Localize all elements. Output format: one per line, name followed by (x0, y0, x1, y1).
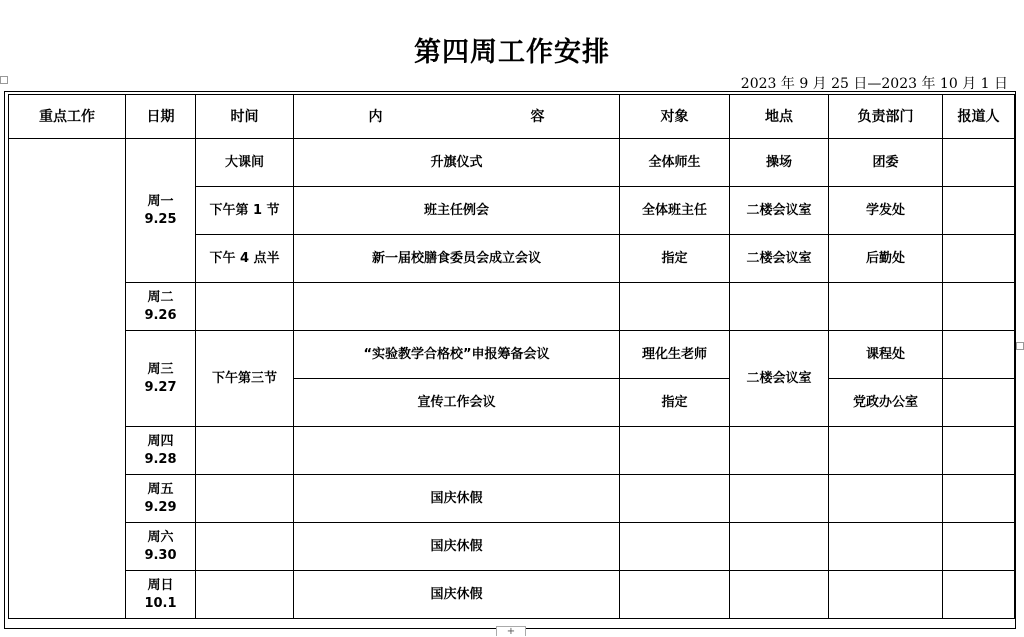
reporter-cell[interactable] (943, 523, 1015, 571)
content-cell[interactable]: 国庆休假 (294, 475, 620, 523)
day-label: 周三 (147, 361, 174, 377)
day-label: 周五 (147, 481, 174, 497)
content-cell[interactable]: 国庆休假 (294, 523, 620, 571)
content-cell[interactable] (294, 427, 620, 475)
time-cell[interactable]: 下午 4 点半 (196, 235, 294, 283)
day-cell-sat[interactable] (126, 523, 196, 571)
dept-cell[interactable] (829, 475, 943, 523)
reporter-cell[interactable] (943, 427, 1015, 475)
day-cell-sun[interactable] (126, 571, 196, 619)
key-work-cell[interactable] (9, 139, 126, 619)
location-cell[interactable] (730, 523, 829, 571)
table-row (9, 331, 1015, 379)
target-cell[interactable] (620, 283, 730, 331)
schedule-table[interactable] (8, 94, 1015, 619)
reporter-cell[interactable] (943, 139, 1015, 187)
col-header-location[interactable]: 地点 (730, 95, 829, 139)
reporter-cell[interactable] (943, 235, 1015, 283)
col-header-reporter[interactable]: 报道人 (943, 95, 1015, 139)
col-header-time[interactable]: 时间 (196, 95, 294, 139)
table-row (9, 283, 1015, 331)
location-cell[interactable] (730, 283, 829, 331)
reporter-cell[interactable] (943, 187, 1015, 235)
content-cell[interactable]: 新一届校膳食委员会成立会议 (294, 235, 620, 283)
target-cell[interactable]: 指定 (620, 235, 730, 283)
date-label: 9.28 (144, 451, 177, 467)
col-header-dept[interactable]: 负责部门 (829, 95, 943, 139)
dept-cell[interactable] (829, 427, 943, 475)
table-row (9, 571, 1015, 619)
right-margin-marker (1016, 342, 1024, 350)
location-cell[interactable] (730, 571, 829, 619)
reporter-cell[interactable] (943, 331, 1015, 379)
day-label: 周日 (147, 577, 174, 593)
date-label: 9.27 (144, 379, 177, 395)
location-cell[interactable] (730, 475, 829, 523)
header-row (9, 95, 1015, 139)
target-cell[interactable] (620, 523, 730, 571)
table-row (9, 475, 1015, 523)
time-cell[interactable] (196, 571, 294, 619)
col-header-content[interactable] (294, 95, 620, 139)
date-label: 10.1 (144, 595, 177, 611)
col-header-date[interactable]: 日期 (126, 95, 196, 139)
content-cell[interactable]: 国庆休假 (294, 571, 620, 619)
reporter-cell[interactable] (943, 475, 1015, 523)
table-row (9, 139, 1015, 187)
target-cell[interactable] (620, 571, 730, 619)
day-cell-fri[interactable] (126, 475, 196, 523)
col-header-content-label: 内 容 (368, 108, 585, 125)
dept-cell[interactable]: 课程处 (829, 331, 943, 379)
day-cell-wed[interactable] (126, 331, 196, 427)
day-cell-thu[interactable] (126, 427, 196, 475)
reporter-cell[interactable] (943, 571, 1015, 619)
location-cell[interactable]: 操场 (730, 139, 829, 187)
dept-cell[interactable]: 党政办公室 (829, 379, 943, 427)
date-label: 9.30 (144, 547, 177, 563)
time-cell[interactable] (196, 523, 294, 571)
page-title: 第四周工作安排 (414, 37, 610, 68)
time-cell[interactable]: 下午第 1 节 (196, 187, 294, 235)
dept-cell[interactable]: 后勤处 (829, 235, 943, 283)
day-label: 周一 (147, 193, 174, 209)
left-margin-marker (0, 76, 8, 84)
time-cell[interactable]: 大课间 (196, 139, 294, 187)
target-cell[interactable]: 理化生老师 (620, 331, 730, 379)
target-cell[interactable]: 指定 (620, 379, 730, 427)
reporter-cell[interactable] (943, 379, 1015, 427)
table-row (9, 523, 1015, 571)
target-cell[interactable] (620, 475, 730, 523)
time-cell[interactable]: 下午第三节 (196, 331, 294, 427)
content-cell[interactable]: “实验教学合格校”申报筹备会议 (294, 331, 620, 379)
dept-cell[interactable] (829, 571, 943, 619)
time-cell[interactable] (196, 427, 294, 475)
time-cell[interactable] (196, 283, 294, 331)
content-cell[interactable] (294, 283, 620, 331)
location-cell[interactable] (730, 427, 829, 475)
content-cell[interactable]: 升旗仪式 (294, 139, 620, 187)
content-cell[interactable]: 班主任例会 (294, 187, 620, 235)
content-cell[interactable]: 宣传工作会议 (294, 379, 620, 427)
dept-cell[interactable]: 学发处 (829, 187, 943, 235)
location-cell[interactable]: 二楼会议室 (730, 331, 829, 427)
target-cell[interactable] (620, 427, 730, 475)
add-row-button[interactable]: + (496, 626, 526, 636)
dept-cell[interactable] (829, 523, 943, 571)
date-label: 9.25 (144, 211, 177, 227)
target-cell[interactable]: 全体班主任 (620, 187, 730, 235)
target-cell[interactable]: 全体师生 (620, 139, 730, 187)
date-label: 9.26 (144, 307, 177, 323)
time-cell[interactable] (196, 475, 294, 523)
reporter-cell[interactable] (943, 283, 1015, 331)
date-label: 9.29 (144, 499, 177, 515)
day-label: 周二 (147, 289, 174, 305)
day-cell-mon[interactable] (126, 139, 196, 283)
day-cell-tue[interactable] (126, 283, 196, 331)
day-label: 周四 (147, 433, 174, 449)
location-cell[interactable]: 二楼会议室 (730, 235, 829, 283)
location-cell[interactable]: 二楼会议室 (730, 187, 829, 235)
day-label: 周六 (147, 529, 174, 545)
dept-cell[interactable]: 团委 (829, 139, 943, 187)
col-header-key-work[interactable]: 重点工作 (9, 95, 126, 139)
date-range: 2023 年 9 月 25 日—2023 年 10 月 1 日 (740, 76, 1008, 92)
dept-cell[interactable] (829, 283, 943, 331)
table-row (9, 427, 1015, 475)
col-header-target[interactable]: 对象 (620, 95, 730, 139)
